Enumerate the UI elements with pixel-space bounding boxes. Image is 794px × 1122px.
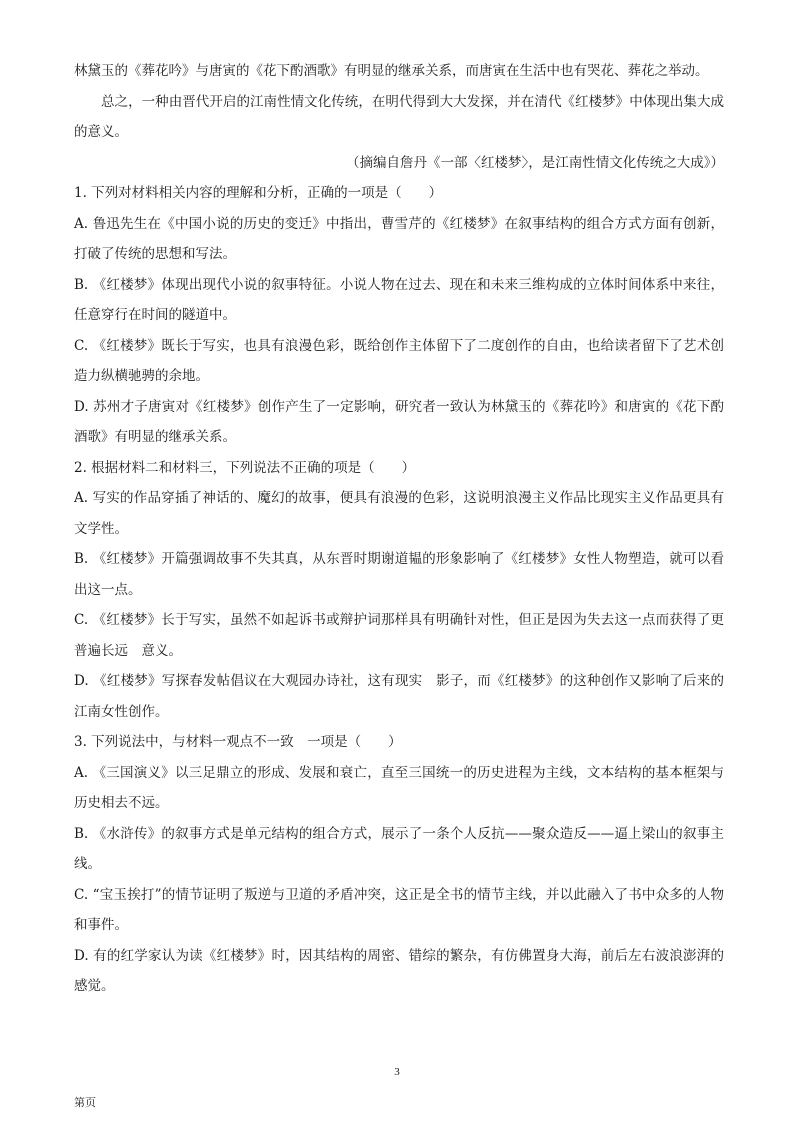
question-1-option-b: B. 《红楼梦》体现出现代小说的叙事特征。小说人物在过去、现在和未来三维构成的立体时间体系中来往，任意穿行在时间的隧道中。 [74,276,724,323]
passage-line-2: 总之，一种由晋代开启的江南性情文化传统，在明代得到大大发探，并在清代《红楼梦》中体现出集大成的意义。 [74,93,724,140]
question-2-option-a: A. 写实的作品穿插了神话的、魔幻的故事，便具有浪漫的色彩，这说明浪漫主义作品比现实主义作品更具有文学性。 [74,490,724,537]
passage-line-1: 林黛玉的《葬花吟》与唐寅的《花下酌酒歌》有明显的继承关系，而唐寅在生活中也有哭花、葬花之举动。 [74,63,709,79]
question-3-option-a: A. 《三国演义》以三足鼎立的形成、发展和衰亡，直至三国统一的历史进程为主线，文本结构的基本框架与历史相去不远。 [74,764,724,811]
question-1-stem: 1. 下列对材料相关内容的理解和分析，正确的一项是（ ） [74,185,443,201]
question-3-option-b: B. 《水浒传》的叙事方式是单元结构的组合方式，展示了一条个人反抗——聚众造反——逼上梁山的叙事主线。 [74,825,724,872]
question-2-option-b: B. 《红楼梦》开篇强调故事不失其真，从东晋时期谢道韫的形象影响了《红楼梦》女性人物塑造，就可以看出这一点。 [74,551,724,598]
passage-source: （摘编自詹丹《一部〈红楼梦〉，是江南性情文化传统之大成》） [346,154,724,171]
question-2-option-d: D. 《红楼梦》写探春发帖倡议在大观园办诗社，这有现实 影子，而《红楼梦》的这种创作又影响了后来的江南女性创作。 [74,673,724,720]
document-page [74,56,724,1002]
question-3-stem: 3. 下列说法中，与材料一观点不一致 一项是（ ） [74,734,402,750]
question-1-option-c: C. 《红楼梦》既长于写实，也具有浪漫色彩，既给创作主体留下了二度创作的自由，也给读者留下了艺术创造力纵横驰骋的余地。 [74,337,724,384]
question-1-option-a: A. 鲁迅先生在《中国小说的历史的变迁》中指出，曹雪芹的《红楼梦》在叙事结构的组合方式方面有创新，打破了传统的思想和写法。 [74,215,724,262]
question-2-stem: 2. 根据材料二和材料三，下列说法不正确的项是（ ） [74,459,416,476]
footer-label: 第页 [74,1096,96,1109]
question-3-option-c: C. “宝玉挨打”的情节证明了叛逆与卫道的矛盾冲突，这正是全书的情节主线，并以此融入了书中众多的人物和事件。 [74,886,724,933]
page-number: 3 [394,1066,400,1078]
question-3-option-d: D. 有的红学家认为读《红楼梦》时，因其结构的周密、错综的繁杂，有仿佛置身大海，前后左右波浪澎湃的感觉。 [74,947,724,994]
question-2-option-c: C. 《红楼梦》长于写实，虽然不如起诉书或辩护词那样具有明确针对性，但正是因为失去这一点而获得了更普遍长远 意义。 [74,612,724,659]
question-1-option-d: D. 苏州才子唐寅对《红楼梦》创作产生了一定影响，研究者一致认为林黛玉的《葬花吟》和唐寅的《花下酌酒歌》有明显的继承关系。 [74,398,724,445]
